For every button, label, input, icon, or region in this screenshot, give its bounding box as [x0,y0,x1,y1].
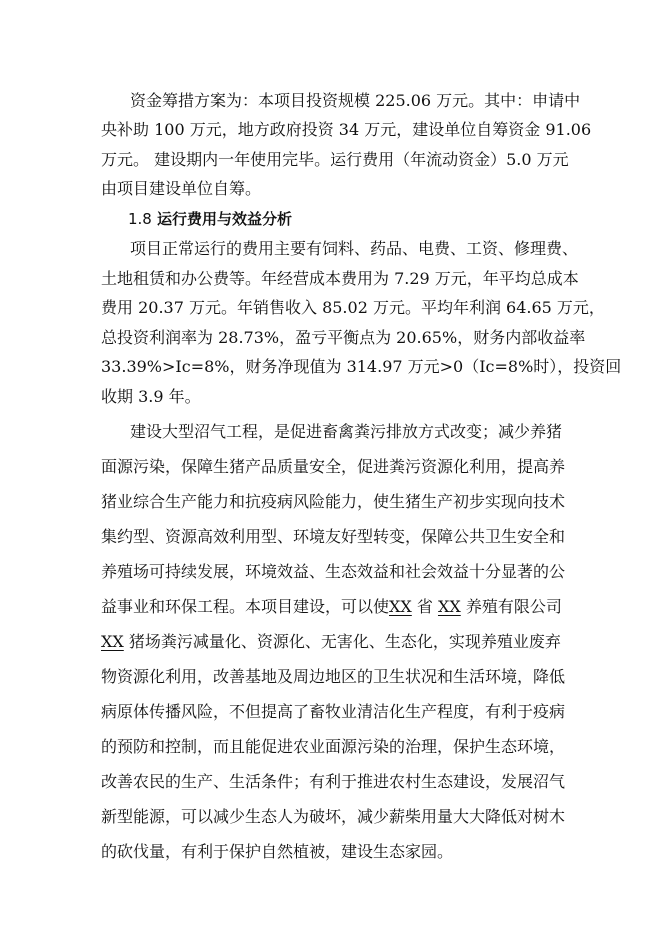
para2-line-3: 费用 20.37 万元。年销售收入 85.02 万元。平均年利润 64.65 万元， [101,298,605,317]
section-number: 1.8 [128,210,152,228]
para3-line-13: 的砍伐量，有利于保护自然植被，建设生态家园。 [101,842,454,861]
para3-line-3: 猪业综合生产能力和抗疫病风险能力，使生猪生产初步实现向技术 [101,492,566,511]
para1-line-2: 央补助 100 万元，地方政府投资 34 万元，建设单位自筹资金 91.06 [101,120,592,139]
para3-line-8: 物资源化利用，改善基地及周边地区的卫生状况和生活环境，降低 [101,667,566,686]
para3-line-7-text: 猪场粪污减量化、资源化、无害化、生态化，实现养殖业废弃 [123,632,561,651]
para2-line-1: 项目正常运行的费用主要有饲料、药品、电费、工资、修理费、 [130,239,579,258]
para2-line-2: 土地租赁和办公费等。年经营成本费用为 7.29 万元，年平均总成本 [101,269,579,288]
para3-line-5: 养殖场可持续发展，环境效益、生态效益和社会效益十分显著的公 [101,562,566,581]
para3-line-4: 集约型、资源高效利用型、环境友好型转变，保障公共卫生安全和 [101,527,566,546]
para3-line-6-end: 养殖有限公司 [460,597,562,616]
para3-line-10: 的预防和控制，而且能促进农业面源污染的治理，保护生态环境， [101,737,566,756]
para1-line-1: 资金筹措方案为：本项目投资规模 225.06 万元。其中：申请中 [130,91,581,110]
para3-line-9: 病原体传播风险，不但提高了畜牧业清洁化生产程度，有利于疫病 [101,702,566,721]
para3-line-7 [101,632,561,652]
placeholder-farm: XX [101,632,124,651]
para3-line-6-mid: 省 [411,597,438,616]
para2-line-5: 33.39%>Ic=8%，财务净现值为 314.97 万元>0（Ic=8%时），投资回 [101,357,622,376]
para3-line-12: 新型能源，可以减少生态人为破坏，减少薪柴用量大大降低对树木 [101,807,566,826]
para1-line-3: 万元。 建设期内一年使用完毕。运行费用（年流动资金）5.0 万元 [101,150,569,169]
placeholder-company: XX [437,597,461,616]
para3-line-6-text: 益事业和环保工程。本项目建设，可以使 [101,597,390,616]
section-heading [128,209,292,229]
para3-line-11: 改善农民的生产、生活条件；有利于推进农村生态建设，发展沼气 [101,772,566,791]
para3-line-1: 建设大型沼气工程，是促进畜禽粪污排放方式改变；减少养猪 [130,422,563,441]
placeholder-province: XX [389,597,412,616]
para3-line-6 [101,597,562,617]
section-title: 运行费用与效益分析 [156,210,292,228]
para2-line-4: 总投资利润率为 28.73%，盈亏平衡点为 20.65%，财务内部收益率 [101,328,586,347]
para2-line-6: 收期 3.9 年。 [101,387,201,406]
para3-line-2: 面源污染，保障生猪产品质量安全，促进粪污资源化利用，提高养 [101,457,566,476]
para1-line-4: 由项目建设单位自筹。 [101,179,262,198]
